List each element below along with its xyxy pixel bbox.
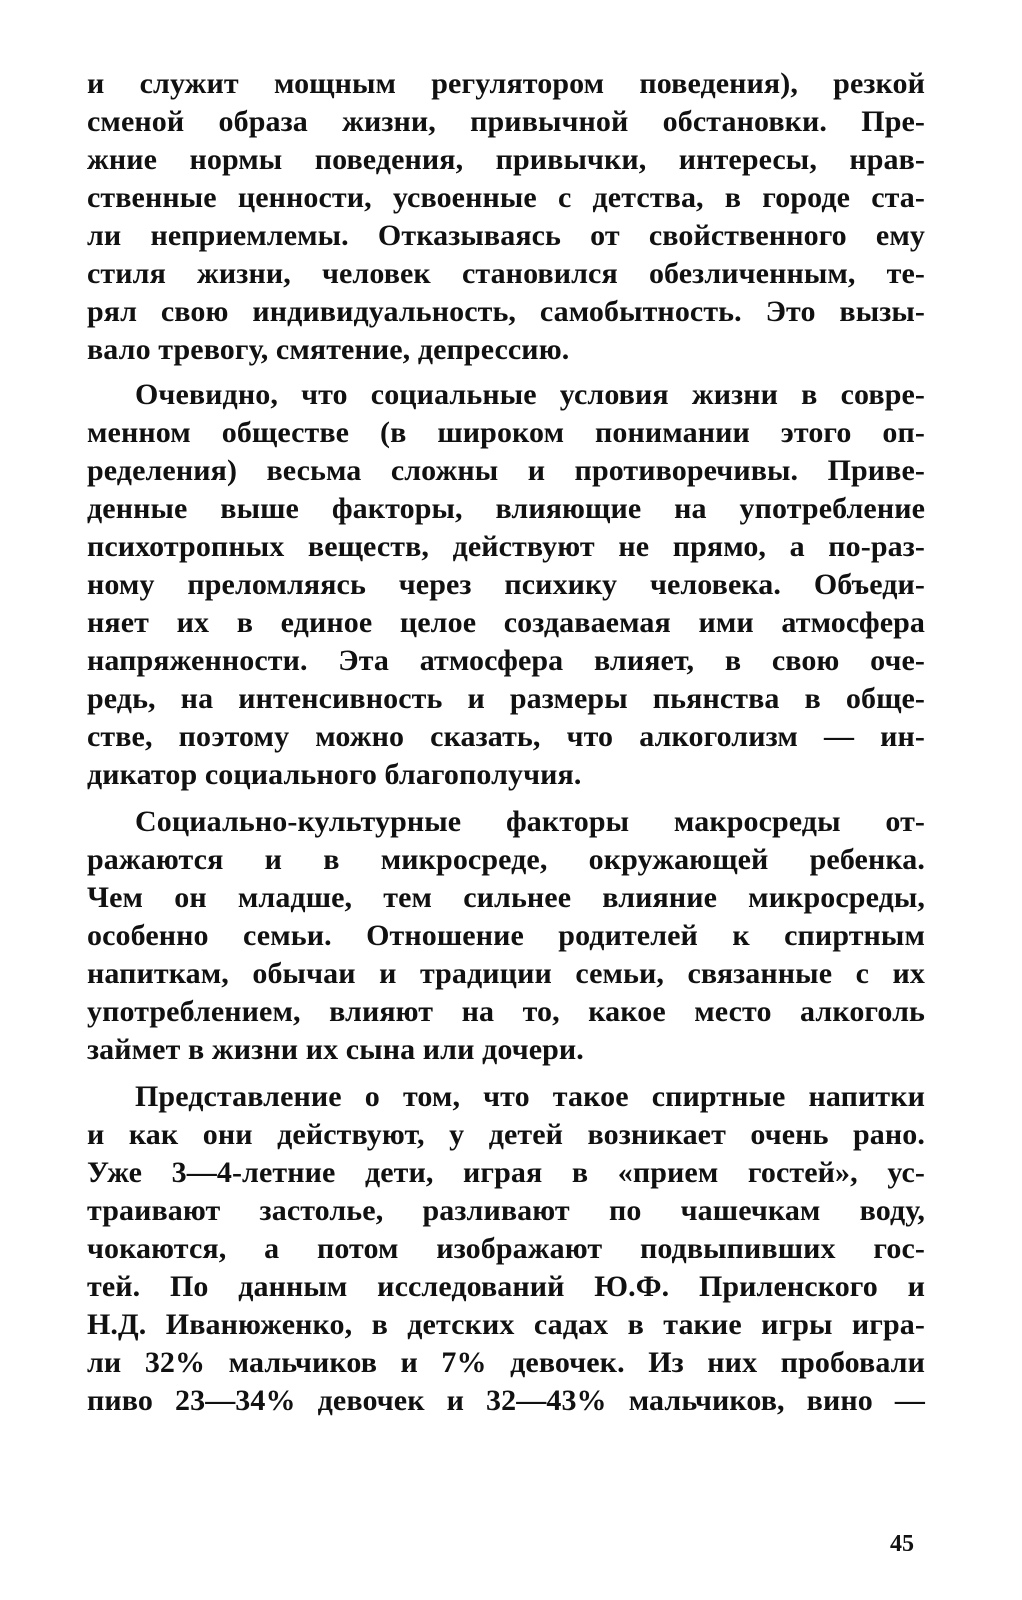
- text-line-35: пиво 23—34% девочек и 32—43% мальчиков, вино —: [87, 1384, 925, 1417]
- text-line-7: рял свою индивидуальность, самобытность. Это вызы-: [87, 295, 925, 328]
- text-line-12: денные выше факторы, влияющие на употребление: [87, 492, 925, 525]
- text-line-29: Уже 3—4-летние дети, играя в «прием гостей», ус-: [87, 1156, 925, 1189]
- text-line-21: ражаются и в микросреде, окружающей ребенка.: [87, 843, 925, 876]
- text-line-19: дикатор социального благополучия.: [87, 758, 582, 791]
- text-line-28: и как они действуют, у детей возникает очень рано.: [87, 1118, 925, 1151]
- text-line-27: Представление о том, что такое спиртные напитки: [135, 1080, 925, 1113]
- page-number: 45: [890, 1531, 914, 1557]
- text-line-23: особенно семьи. Отношение родителей к спиртным: [87, 919, 925, 952]
- text-line-13: психотропных веществ, действуют не прямо, а по-раз-: [87, 530, 925, 563]
- text-line-26: займет в жизни их сына или дочери.: [87, 1033, 584, 1066]
- text-line-9: Очевидно, что социальные условия жизни в совре-: [135, 378, 925, 411]
- text-line-20: Социально-культурные факторы макросреды от-: [135, 805, 925, 838]
- text-line-34: ли 32% мальчиков и 7% девочек. Из них пробовали: [87, 1346, 925, 1379]
- text-line-17: редь, на интенсивность и размеры пьянства в обще-: [87, 682, 925, 715]
- text-line-10: менном обществе (в широком понимании этого оп-: [87, 416, 925, 449]
- text-line-32: тей. По данным исследований Ю.Ф. Приленского и: [87, 1270, 925, 1303]
- text-line-11: ределения) весьма сложны и противоречивы. Приве-: [87, 454, 925, 487]
- text-line-3: жние нормы поведения, привычки, интересы, нрав-: [87, 143, 925, 176]
- text-line-15: няет их в единое целое создаваемая ими атмосфера: [87, 606, 925, 639]
- text-line-6: стиля жизни, человек становился обезличенным, те-: [87, 257, 925, 290]
- text-line-22: Чем он младше, тем сильнее влияние микросреды,: [87, 881, 925, 914]
- text-line-4: ственные ценности, усвоенные с детства, в городе ста-: [87, 181, 925, 214]
- text-line-18: стве, поэтому можно сказать, что алкоголизм — ин-: [87, 720, 925, 753]
- text-line-5: ли неприемлемы. Отказываясь от свойственного ему: [87, 219, 925, 252]
- text-line-14: ному преломляясь через психику человека. Объеди-: [87, 568, 925, 601]
- text-line-2: сменой образа жизни, привычной обстановки. Пре-: [87, 105, 925, 138]
- text-line-31: чокаются, а потом изображают подвыпивших гос-: [87, 1232, 925, 1265]
- text-line-24: напиткам, обычаи и традиции семьи, связанные с их: [87, 957, 925, 990]
- text-line-30: траивают застолье, разливают по чашечкам воду,: [87, 1194, 925, 1227]
- text-line-8: вало тревогу, смятение, депрессию.: [87, 333, 570, 366]
- text-line-25: употреблением, влияют на то, какое место алкоголь: [87, 995, 925, 1028]
- text-line-16: напряженности. Эта атмосфера влияет, в свою оче-: [87, 644, 925, 677]
- text-line-1: и служит мощным регулятором поведения), резкой: [87, 67, 925, 100]
- text-line-33: Н.Д. Иванюженко, в детских садах в такие игры игра-: [87, 1308, 925, 1341]
